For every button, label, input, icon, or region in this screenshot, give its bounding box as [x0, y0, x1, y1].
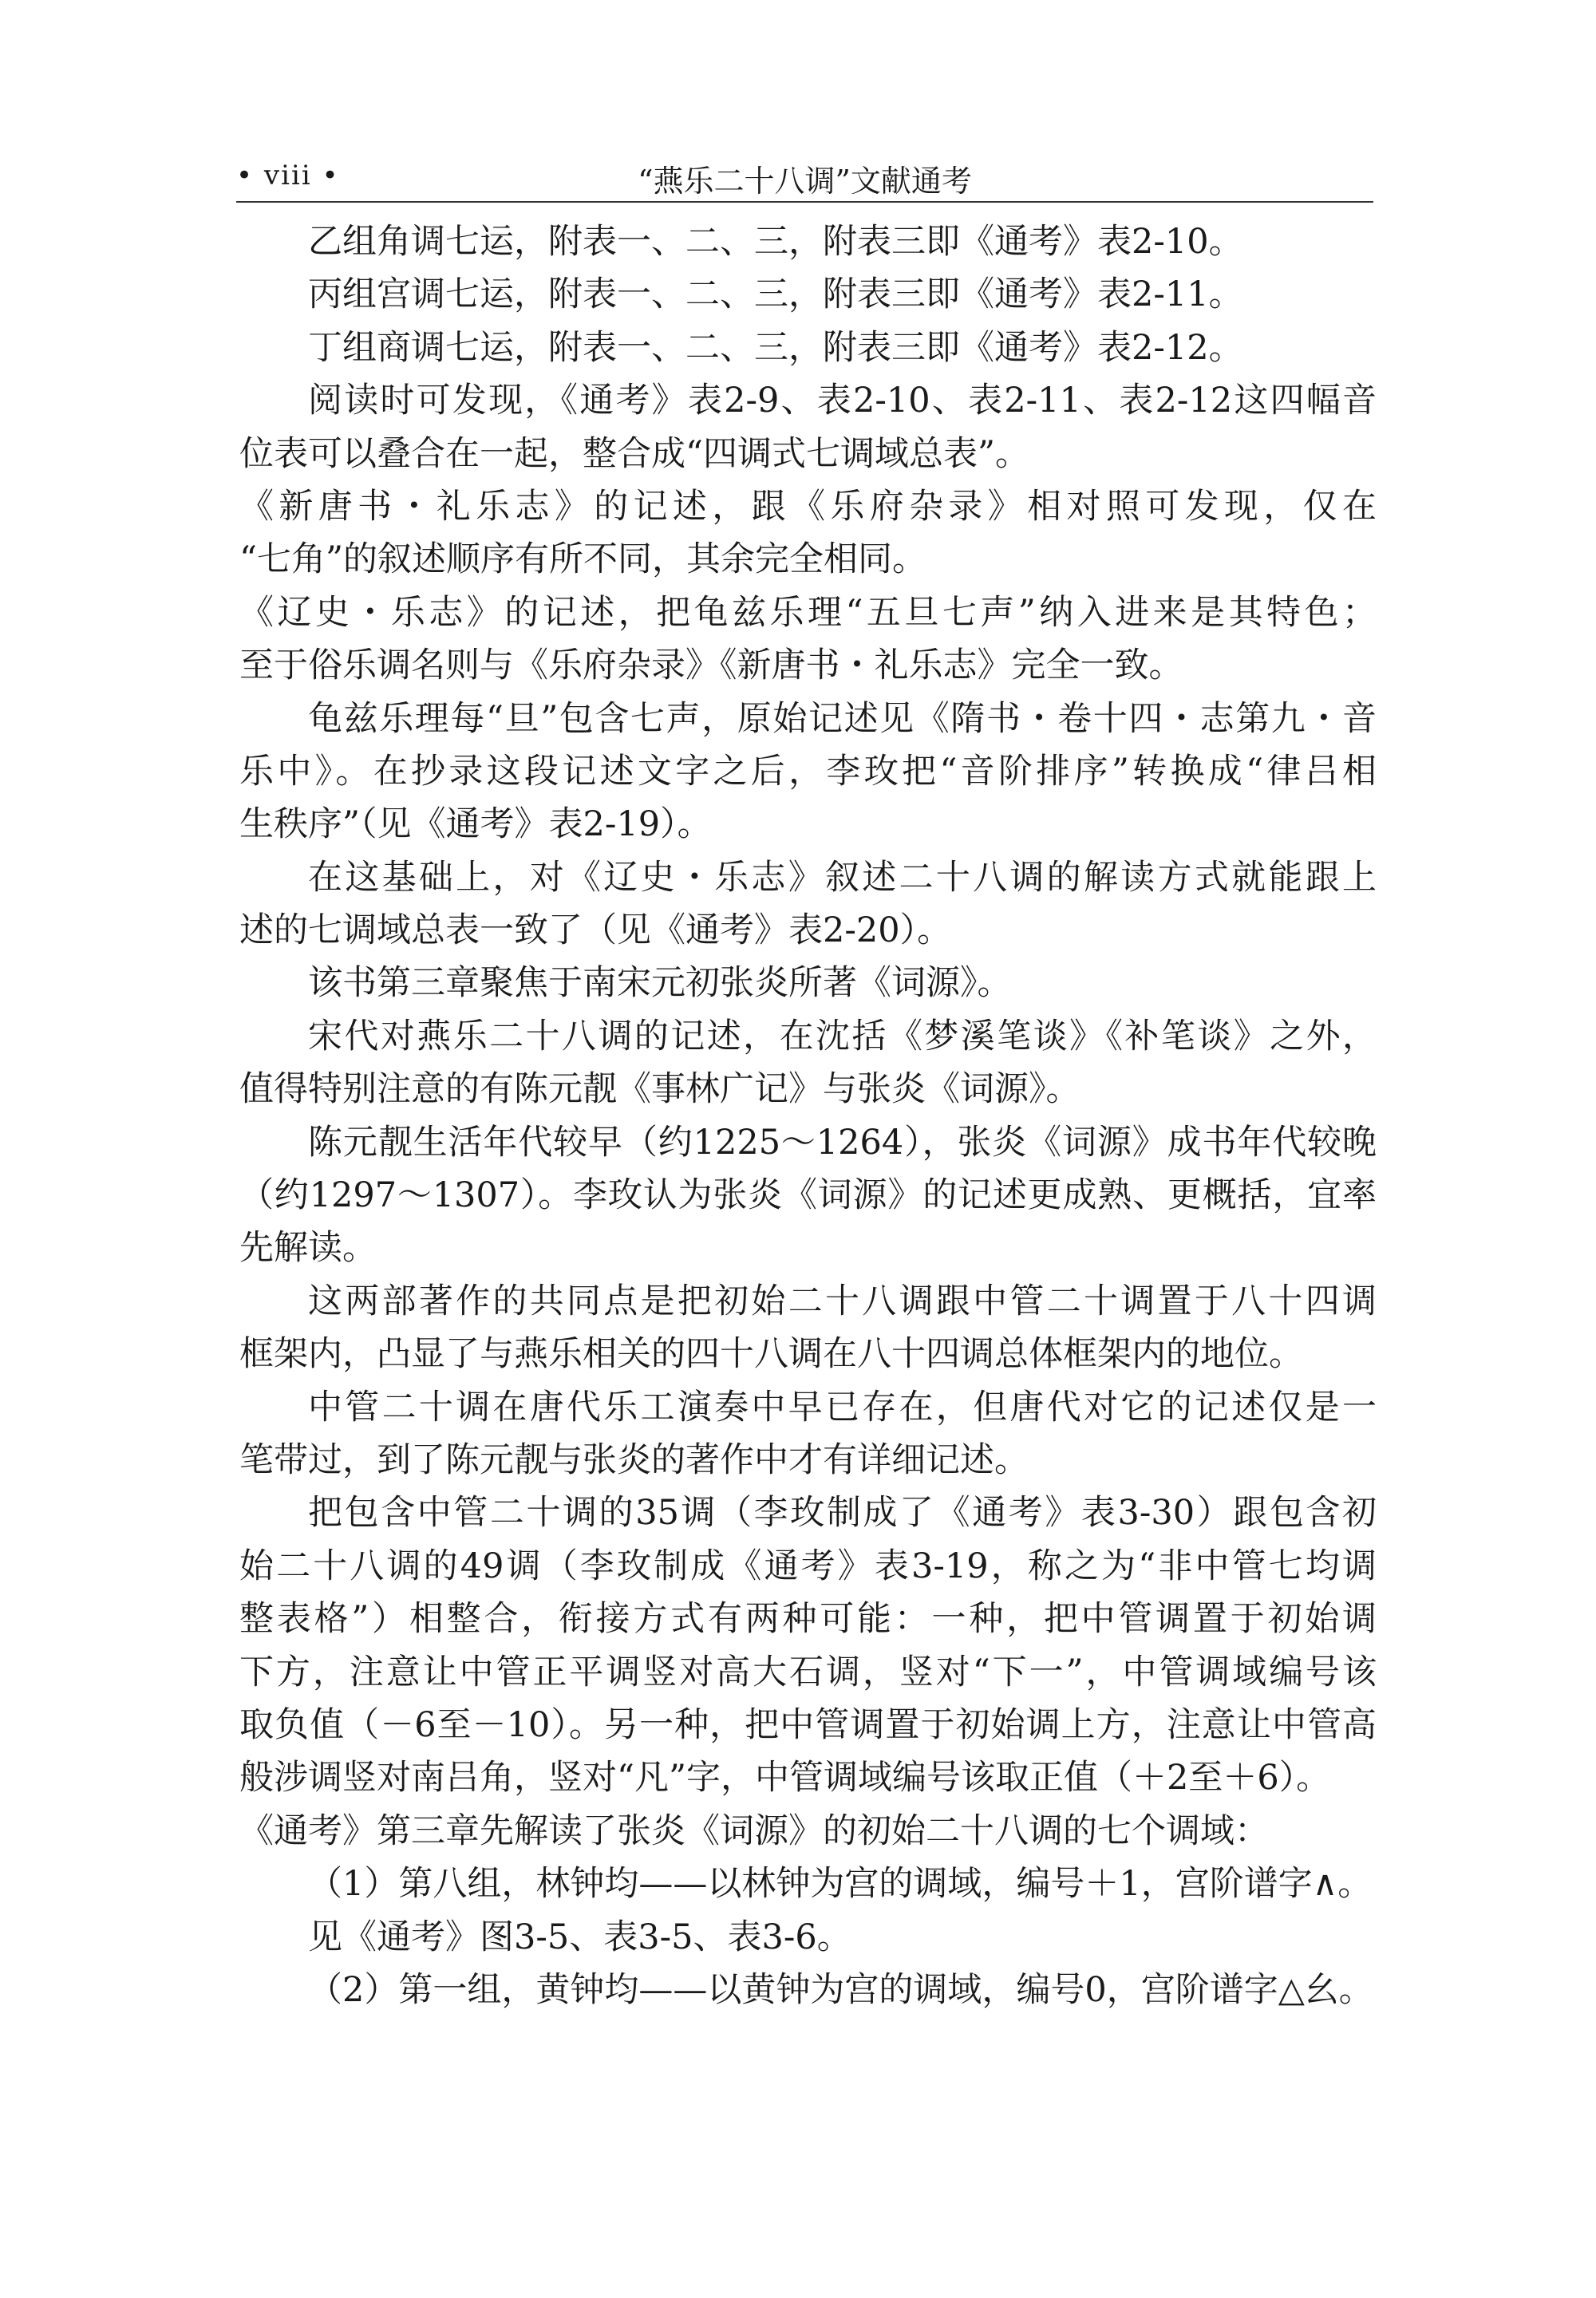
text-line: 阅读时可发现，《通考》表2-9、表2-10、表2-11、表2-12这四幅音: [308, 381, 1377, 421]
text-line: 乐中》。在抄录这段记述文字之后，李玫把“音阶排序”转换成“律吕相: [239, 751, 1377, 792]
body-text: [239, 215, 1377, 2016]
text-line: 述的七调域总表一致了（见《通考》表2-20）。: [239, 910, 952, 951]
text-line: 值得特别注意的有陈元靓《事林广记》与张炎《词源》。: [239, 1069, 1080, 1110]
text-line: 把包含中管二十调的35调（李玫制成了《通考》表3-30）跟包含初: [308, 1493, 1377, 1534]
text-line: 《新唐书・礼乐志》的记述，跟《乐府杂录》相对照可发现，仅在: [239, 486, 1377, 527]
text-line: 《通考》第三章先解读了张炎《词源》的初始二十八调的七个调域：: [239, 1810, 1269, 1851]
text-line: 乙组角调七运，附表一、二、三，附表三即《通考》表2-10。: [308, 222, 1243, 262]
text-line: 般涉调竖对南吕角，竖对“凡”字，中管调域编号该取正值（＋2至＋6）。: [239, 1758, 1331, 1799]
text-line: 龟兹乐理每“旦”包含七声，原始记述见《隋书・卷十四・志第九・音: [308, 698, 1377, 739]
text-line: 在这基础上，对《辽史・乐志》叙述二十八调的解读方式就能跟上: [308, 857, 1377, 898]
text-line: 取负值（－6至－10）。另一种，把中管调置于初始调上方，注意让中管高: [239, 1704, 1377, 1745]
text-line: 整表格”）相整合，衔接方式有两种可能：一种，把中管调置于初始调: [239, 1599, 1377, 1640]
text-line: 下方，注意让中管正平调竖对高大石调，竖对“下一”，中管调域编号该: [239, 1652, 1377, 1692]
running-title: “燕乐二十八调”文献通考: [638, 164, 972, 199]
text-line: 《辽史・乐志》的记述，把龟兹乐理“五旦七声”纳入进来是其特色；: [239, 592, 1377, 633]
text-line: 框架内，凸显了与燕乐相关的四十八调在八十四调总体框架内的地位。: [239, 1334, 1303, 1375]
text-line: 丁组商调七运，附表一、二、三，附表三即《通考》表2-12。: [308, 327, 1243, 368]
text-line: 先解读。: [239, 1228, 377, 1269]
page-number: • viii •: [236, 160, 340, 192]
text-line: 笔带过，到了陈元靓与张炎的著作中才有详细记述。: [239, 1439, 1029, 1480]
text-line: （约1297～1307）。李玫认为张炎《词源》的记述更成熟、更概括，宜率: [239, 1175, 1377, 1216]
text-line: 至于俗乐调名则与《乐府杂录》《新唐书・礼乐志》完全一致。: [239, 646, 1183, 686]
header-rule: [236, 201, 1373, 203]
text-line: （1）第八组，林钟均——以林钟为宫的调域，编号＋1，宫阶谱字∧。: [308, 1864, 1373, 1905]
text-line: 始二十八调的49调（李玫制成《通考》表3-19，称之为“非中管七均调: [239, 1546, 1377, 1586]
text-line: 这两部著作的共同点是把初始二十八调跟中管二十调置于八十四调: [308, 1281, 1377, 1321]
text-line: “七角”的叙述顺序有所不同，其余完全相同。: [239, 539, 926, 580]
text-line: 该书第三章聚焦于南宋元初张炎所著《词源》。: [308, 963, 1012, 1004]
text-line: （2）第一组，黄钟均——以黄钟为宫的调域，编号0，宫阶谱字△幺。: [308, 1969, 1373, 2010]
text-line: 见《通考》图3-5、表3-5、表3-6。: [308, 1917, 851, 1957]
text-line: 中管二十调在唐代乐工演奏中早已存在，但唐代对它的记述仅是一: [308, 1387, 1377, 1427]
text-line: 丙组宫调七运，附表一、二、三，附表三即《通考》表2-11。: [308, 274, 1243, 315]
text-line: 生秩序”（见《通考》表2-19）。: [239, 804, 712, 845]
text-line: 宋代对燕乐二十八调的记述，在沈括《梦溪笔谈》《补笔谈》之外，: [308, 1016, 1377, 1056]
running-header: [236, 156, 1373, 204]
text-line: 位表可以叠合在一起，整合成“四调式七调域总表”。: [239, 433, 1029, 474]
text-line: 陈元靓生活年代较早（约1225～1264），张炎《词源》成书年代较晚: [308, 1122, 1377, 1163]
